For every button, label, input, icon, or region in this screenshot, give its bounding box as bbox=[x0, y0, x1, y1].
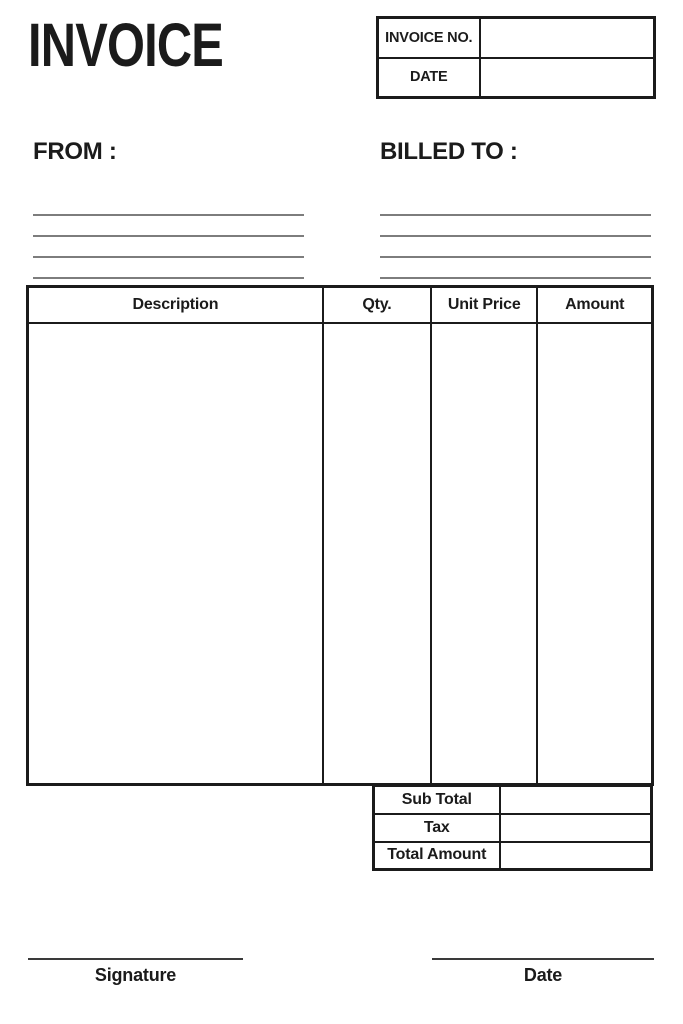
page-title: INVOICE bbox=[28, 11, 224, 79]
from-write-lines bbox=[33, 195, 304, 279]
total-amount-row bbox=[374, 842, 652, 870]
header-description: Description bbox=[29, 288, 324, 322]
date-label: DATE bbox=[378, 58, 480, 98]
total-amount-label: Total Amount bbox=[374, 842, 500, 870]
date-row bbox=[378, 58, 655, 98]
items-column-description[interactable] bbox=[29, 324, 324, 783]
subtotal-row bbox=[374, 786, 652, 814]
items-column-qty[interactable] bbox=[324, 324, 432, 783]
items-column-amount[interactable] bbox=[538, 324, 651, 783]
signature-line[interactable] bbox=[28, 938, 243, 960]
items-table-header bbox=[29, 288, 651, 324]
billed-to-write-lines bbox=[380, 195, 651, 279]
totals-table bbox=[372, 784, 653, 871]
billed-to-write-line-1[interactable] bbox=[380, 195, 651, 216]
subtotal-value-field[interactable] bbox=[500, 786, 652, 814]
from-section bbox=[33, 138, 304, 279]
tax-row bbox=[374, 814, 652, 842]
billed-to-section bbox=[380, 138, 651, 279]
from-label: FROM : bbox=[33, 138, 117, 165]
tax-value-field[interactable] bbox=[500, 814, 652, 842]
items-table-body bbox=[29, 324, 651, 783]
billed-to-label: BILLED TO : bbox=[380, 138, 518, 165]
items-column-unit-price[interactable] bbox=[432, 324, 538, 783]
header-qty: Qty. bbox=[324, 288, 432, 322]
total-amount-value-field[interactable] bbox=[500, 842, 652, 870]
from-write-line-3[interactable] bbox=[33, 237, 304, 258]
signature-block bbox=[28, 938, 243, 986]
from-write-line-4[interactable] bbox=[33, 258, 304, 279]
invoice-meta-box bbox=[376, 16, 656, 99]
invoice-no-value-field[interactable] bbox=[480, 18, 655, 58]
billed-to-write-line-2[interactable] bbox=[380, 216, 651, 237]
invoice-no-label: INVOICE NO. bbox=[378, 18, 480, 58]
tax-label: Tax bbox=[374, 814, 500, 842]
from-write-line-1[interactable] bbox=[33, 195, 304, 216]
header-unit-price: Unit Price bbox=[432, 288, 538, 322]
from-write-line-2[interactable] bbox=[33, 216, 304, 237]
signature-label: Signature bbox=[94, 965, 177, 985]
date-label-footer: Date bbox=[523, 965, 563, 985]
subtotal-label: Sub Total bbox=[374, 786, 500, 814]
date-line[interactable] bbox=[432, 938, 654, 960]
date-block bbox=[432, 938, 654, 986]
invoice-no-row bbox=[378, 18, 655, 58]
items-table bbox=[26, 285, 654, 786]
billed-to-write-line-3[interactable] bbox=[380, 237, 651, 258]
billed-to-write-line-4[interactable] bbox=[380, 258, 651, 279]
date-value-field[interactable] bbox=[480, 58, 655, 98]
header-amount: Amount bbox=[565, 296, 625, 313]
